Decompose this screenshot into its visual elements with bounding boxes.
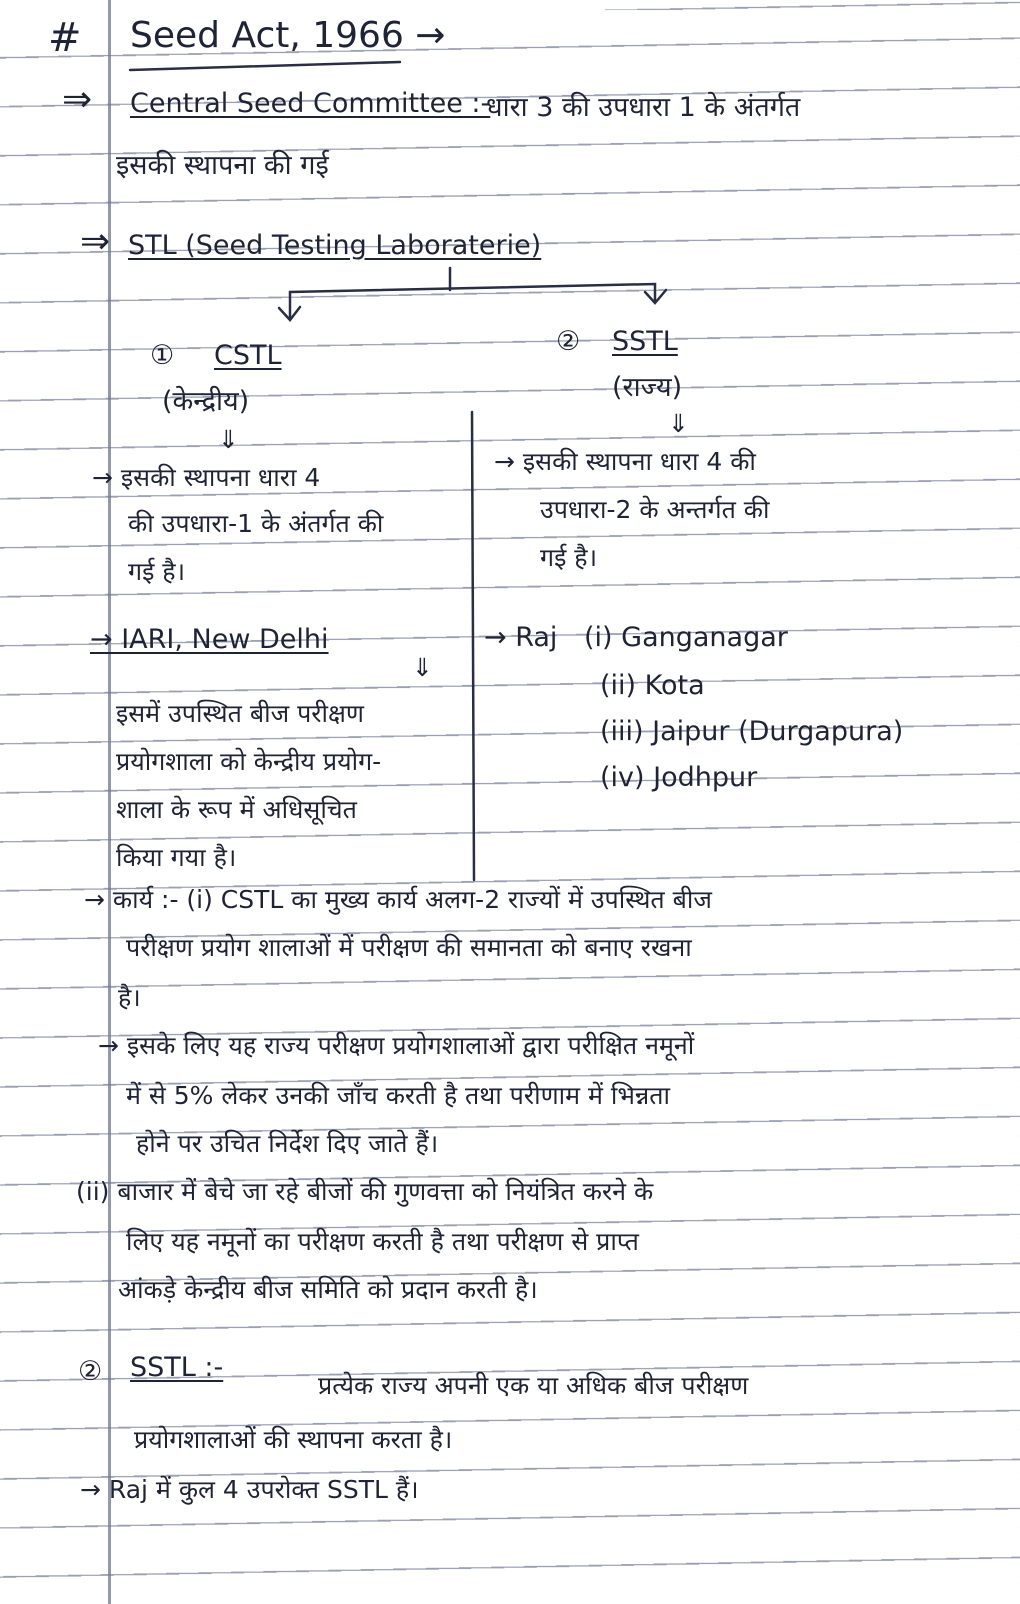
- cstl-number: ①: [150, 340, 175, 371]
- sstl-section-label: SSTL :-: [130, 1352, 224, 1383]
- raj-lab-4: (iv) Jodhpur: [600, 762, 758, 793]
- sstl-estab-line-1: → इसकी स्थापना धारा 4 की: [494, 447, 756, 476]
- sstl-section-line-1: प्रत्येक राज्य अपनी एक या अधिक बीज परीक्षण: [318, 1371, 749, 1400]
- cstl-notified-line-4: किया गया है।: [116, 843, 237, 872]
- raj-lab-2: (ii) Kota: [600, 670, 705, 701]
- page-title: Seed Act, 1966 →: [130, 15, 446, 56]
- iari-down-arrow: ⇓: [412, 653, 433, 682]
- sstl-label: SSTL: [612, 326, 678, 357]
- sstl-section-line-2: प्रयोगशालाओं की स्थापना करता है।: [134, 1425, 453, 1454]
- branch-bracket: [290, 284, 655, 318]
- functions-line-4: → इसके लिए यह राज्य परीक्षण प्रयोगशालाओं द्वारा परीक्षित नमूनों: [98, 1031, 695, 1060]
- central-committee-label: Central Seed Committee :-: [130, 88, 491, 119]
- hash-mark: #: [48, 15, 82, 61]
- functions-line-3: है।: [118, 983, 141, 1012]
- title-underline: [130, 62, 400, 70]
- sstl-estab-line-3: गई है।: [540, 543, 598, 572]
- cstl-down-arrow: ⇓: [218, 425, 239, 454]
- cstl-estab-line-3: गई है।: [128, 557, 186, 586]
- cc-arrow: ⇒: [62, 79, 93, 120]
- functions-line-7: (ii) बाजार में बेचे जा रहे बीजों की गुणवत्ता को नियंत्रित करने के: [76, 1177, 654, 1206]
- raj-lab-3: (iii) Jaipur (Durgapura): [600, 716, 904, 747]
- functions-line-8: लिए यह नमूनों का परीक्षण करती है तथा परीक्षण से प्राप्त: [126, 1227, 639, 1256]
- cstl-notified-line-2: प्रयोगशाला को केन्द्रीय प्रयोग-: [116, 747, 382, 776]
- cstl-label: CSTL: [214, 340, 282, 371]
- column-divider: [472, 412, 474, 880]
- functions-line-9: आंकड़े केन्द्रीय बीज समिति को प्रदान करती है।: [118, 1275, 538, 1304]
- raj-label: → Raj: [484, 622, 558, 653]
- functions-line-6: होने पर उचित निर्देश दिए जाते हैं।: [136, 1129, 439, 1158]
- sstl-section-line-3: → Raj में कुल 4 उपरोक्त SSTL हैं।: [80, 1475, 419, 1504]
- central-committee-text-b: इसकी स्थापना की गई: [116, 150, 329, 181]
- sstl-number: ②: [556, 326, 581, 357]
- cstl-notified-line-1: इसमें उपस्थित बीज परीक्षण: [116, 699, 364, 728]
- sstl-section-number: ②: [78, 1356, 103, 1387]
- central-committee-text-a: धारा 3 की उपधारा 1 के अंतर्गत: [486, 92, 801, 123]
- cstl-estab-line-1: → इसकी स्थापना धारा 4: [92, 463, 321, 492]
- cstl-notified-line-3: शाला के रूप में अधिसूचित: [116, 795, 357, 824]
- sstl-down-arrow: ⇓: [668, 409, 689, 438]
- functions-line-5: में से 5% लेकर उनकी जाँच करती है तथा परीणाम में भिन्नता: [126, 1081, 670, 1110]
- cstl-subtitle: (केन्द्रीय): [162, 386, 250, 417]
- cstl-estab-line-2: की उपधारा-1 के अंतर्गत की: [128, 509, 384, 538]
- stl-label: STL (Seed Testing Laboraterie): [128, 230, 542, 261]
- functions-line-1: → कार्य :- (i) CSTL का मुख्य कार्य अलग-2 राज्यों में उपस्थित बीज: [84, 885, 712, 914]
- stl-arrow: ⇒: [80, 221, 111, 262]
- raj-lab-1: (i) Ganganagar: [584, 622, 788, 653]
- functions-line-2: परीक्षण प्रयोग शालाओं में परीक्षण की समानता को बनाए रखना: [126, 933, 692, 962]
- sstl-estab-line-2: उपधारा-2 के अन्तर्गत की: [540, 495, 770, 524]
- sstl-subtitle: (राज्य): [612, 372, 683, 403]
- iari-label: → IARI, New Delhi: [90, 624, 329, 655]
